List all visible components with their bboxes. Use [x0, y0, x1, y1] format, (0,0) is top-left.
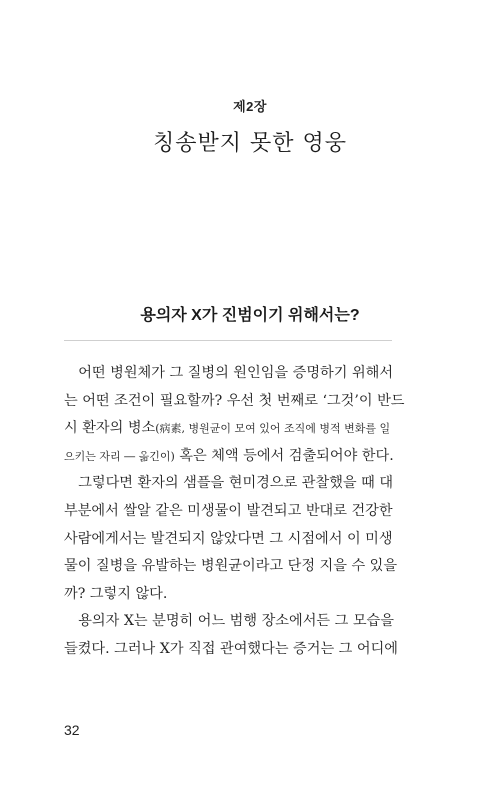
- chapter-label: 제2장: [233, 99, 267, 114]
- body-line: 물이 질병을 유발하는 병원균이라고 단정 지을 수 있을: [64, 558, 398, 575]
- body-line: 어떤 병원체가 그 질병의 원인임을 증명하기 위해서: [64, 365, 394, 381]
- page-number: 32: [64, 722, 80, 738]
- body-line-part: 혹은 체액 등에서 검출되어야 한다.: [174, 447, 394, 464]
- body-line: 까? 그렇지 않다.: [64, 585, 168, 602]
- body-line: 들켰다. 그러나 X가 직접 관여했다는 증거는 그 어디에: [64, 640, 398, 657]
- translator-note: 으키는 자리 ― 옮긴이): [64, 449, 175, 463]
- translator-note: (病素, 병원균이 모여 있어 조직에 병적 변화를 일: [155, 422, 391, 436]
- body-line-with-note: [64, 415, 392, 443]
- body-text: [64, 360, 405, 664]
- section-divider: [64, 340, 392, 341]
- body-line: 용의자 X는 분명히 어느 범행 장소에서든 그 모습을: [64, 613, 394, 630]
- body-line-part: 시 환자의 병소: [64, 420, 156, 437]
- body-line: 부분에서 쌀알 같은 미생물이 발견되고 반대로 건강한: [64, 502, 393, 519]
- section-title: 용의자 X가 진범이기 위해서는?: [140, 307, 360, 324]
- chapter-title: 칭송받지 못한 영웅: [152, 131, 347, 156]
- body-line-with-note: [64, 443, 392, 471]
- body-line: 는 어떤 조건이 필요할까? 우선 첫 번째로 ‘그것’이 반드: [64, 392, 405, 409]
- body-line: 그렇다면 환자의 샘플을 현미경으로 관찰했을 때 대: [64, 475, 394, 492]
- body-line: 사람에게서는 발견되지 않았다면 그 시점에서 이 미생: [64, 530, 393, 547]
